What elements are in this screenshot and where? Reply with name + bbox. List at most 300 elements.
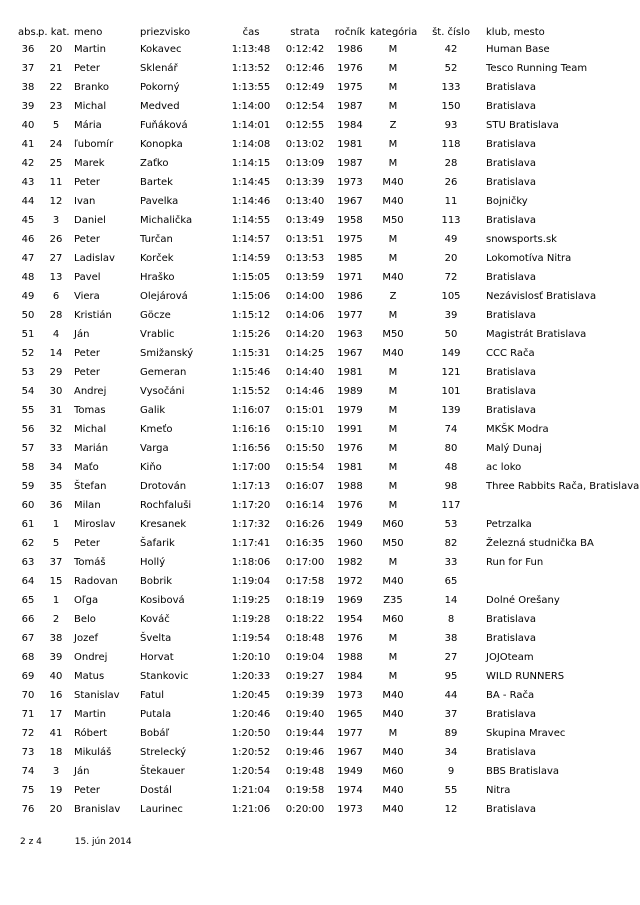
table-row <box>18 781 616 800</box>
surname-cell: Vysočáni <box>140 386 185 397</box>
table-row <box>18 192 616 211</box>
table-row <box>18 439 616 458</box>
time-cell: 1:14:15 <box>231 158 271 169</box>
start-number-cell: 37 <box>444 709 458 720</box>
table-row <box>18 154 616 173</box>
start-number-cell: 11 <box>444 196 458 207</box>
time-cell: 1:20:10 <box>231 652 271 663</box>
abs-cell: 61 <box>21 519 35 530</box>
club-cell: Bratislava <box>486 82 536 93</box>
category-cell: M40 <box>382 785 404 796</box>
category-place-cell: 20 <box>49 44 63 55</box>
page-number: 2 z 4 <box>20 837 42 847</box>
loss-cell: 0:17:00 <box>285 557 325 568</box>
birth-year-cell: 1981 <box>337 462 363 473</box>
category-place-cell: 1 <box>52 595 60 606</box>
first-name-cell: Miroslav <box>74 519 116 530</box>
birth-year-cell: 1949 <box>337 766 363 777</box>
surname-cell: Stankovic <box>140 671 189 682</box>
category-cell: M50 <box>382 215 404 226</box>
loss-cell: 0:14:00 <box>285 291 325 302</box>
abs-cell: 66 <box>21 614 35 625</box>
loss-cell: 0:13:53 <box>285 253 325 264</box>
first-name-cell: Ivan <box>74 196 96 207</box>
start-number-cell: 28 <box>444 158 458 169</box>
table-row <box>18 496 616 515</box>
category-cell: M40 <box>382 196 404 207</box>
birth-year-cell: 1987 <box>337 101 363 112</box>
category-place-cell: 38 <box>49 633 63 644</box>
club-cell: Bratislava <box>486 386 536 397</box>
surname-cell: Pavelka <box>140 196 179 207</box>
club-cell: Bratislava <box>486 101 536 112</box>
club-cell: Bojničky <box>486 196 528 207</box>
abs-cell: 76 <box>21 804 35 815</box>
club-cell: BBS Bratislava <box>486 766 560 777</box>
surname-cell: Štekauer <box>140 766 185 777</box>
loss-cell: 0:15:10 <box>285 424 325 435</box>
loss-cell: 0:13:39 <box>285 177 325 188</box>
first-name-cell: Ondrej <box>74 652 108 663</box>
first-name-cell: Michal <box>74 424 107 435</box>
start-number-cell: 52 <box>444 63 458 74</box>
time-cell: 1:20:52 <box>231 747 271 758</box>
header-birth-year: ročník <box>334 26 366 38</box>
birth-year-cell: 1969 <box>337 595 363 606</box>
start-number-cell: 82 <box>444 538 458 549</box>
start-number-cell: 149 <box>441 348 461 359</box>
time-cell: 1:15:26 <box>231 329 271 340</box>
table-row <box>18 78 616 97</box>
table-row <box>18 173 616 192</box>
first-name-cell: Ladislav <box>74 253 115 264</box>
time-cell: 1:17:20 <box>231 500 271 511</box>
first-name-cell: Ján <box>74 329 90 340</box>
start-number-cell: 74 <box>444 424 458 435</box>
club-cell: Bratislava <box>486 215 536 226</box>
first-name-cell: Peter <box>74 63 101 74</box>
abs-cell: 63 <box>21 557 35 568</box>
birth-year-cell: 1949 <box>337 519 363 530</box>
category-cell: M50 <box>382 329 404 340</box>
club-cell: Bratislava <box>486 614 536 625</box>
time-cell: 1:19:54 <box>231 633 271 644</box>
abs-cell: 46 <box>21 234 35 245</box>
start-number-cell: 39 <box>444 310 458 321</box>
first-name-cell: Stanislav <box>74 690 120 701</box>
loss-cell: 0:15:01 <box>285 405 325 416</box>
start-number-cell: 8 <box>447 614 455 625</box>
loss-cell: 0:19:44 <box>285 728 325 739</box>
start-number-cell: 20 <box>444 253 458 264</box>
first-name-cell: Peter <box>74 177 101 188</box>
table-row <box>18 629 616 648</box>
abs-cell: 59 <box>21 481 35 492</box>
results-table <box>18 24 640 819</box>
time-cell: 1:14:45 <box>231 177 271 188</box>
surname-cell: Dostál <box>140 785 172 796</box>
loss-cell: 0:14:20 <box>285 329 325 340</box>
time-cell: 1:20:45 <box>231 690 271 701</box>
club-cell: snowsports.sk <box>486 234 557 245</box>
time-cell: 1:15:12 <box>231 310 271 321</box>
category-cell: M <box>388 443 398 454</box>
category-cell: M <box>388 633 398 644</box>
time-cell: 1:14:55 <box>231 215 271 226</box>
first-name-cell: Marián <box>74 443 109 454</box>
loss-cell: 0:15:50 <box>285 443 325 454</box>
surname-cell: Olejárová <box>140 291 188 302</box>
table-row <box>18 306 616 325</box>
club-cell: Bratislava <box>486 804 536 815</box>
first-name-cell: Viera <box>74 291 100 302</box>
first-name-cell: Peter <box>74 785 101 796</box>
category-place-cell: 11 <box>49 177 63 188</box>
table-row <box>18 553 616 572</box>
document-date: 15. jún 2014 <box>74 837 132 847</box>
time-cell: 1:21:06 <box>231 804 271 815</box>
time-cell: 1:17:13 <box>231 481 271 492</box>
start-number-cell: 133 <box>441 82 461 93</box>
first-name-cell: Oľga <box>74 595 99 606</box>
birth-year-cell: 1988 <box>337 652 363 663</box>
loss-cell: 0:12:46 <box>285 63 325 74</box>
club-cell: Malý Dunaj <box>486 443 542 454</box>
birth-year-cell: 1975 <box>337 234 363 245</box>
time-cell: 1:20:54 <box>231 766 271 777</box>
header-abs: abs. <box>18 26 39 38</box>
category-place-cell: 37 <box>49 557 63 568</box>
birth-year-cell: 1977 <box>337 728 363 739</box>
time-cell: 1:16:56 <box>231 443 271 454</box>
category-place-cell: 40 <box>49 671 63 682</box>
category-cell: M60 <box>382 519 404 530</box>
club-cell: Tesco Running Team <box>486 63 588 74</box>
category-cell: M <box>388 367 398 378</box>
surname-cell: Kováč <box>140 614 170 625</box>
abs-cell: 68 <box>21 652 35 663</box>
table-row <box>18 344 616 363</box>
category-place-cell: 15 <box>49 576 63 587</box>
loss-cell: 0:19:39 <box>285 690 325 701</box>
category-cell: M <box>388 671 398 682</box>
table-row <box>18 40 616 59</box>
abs-cell: 67 <box>21 633 35 644</box>
birth-year-cell: 1973 <box>337 177 363 188</box>
start-number-cell: 139 <box>441 405 461 416</box>
table-row <box>18 534 616 553</box>
start-number-cell: 12 <box>444 804 458 815</box>
birth-year-cell: 1979 <box>337 405 363 416</box>
surname-cell: Fatul <box>140 690 164 701</box>
first-name-cell: Martin <box>74 709 106 720</box>
header-category: kategória <box>370 26 418 38</box>
category-place-cell: 35 <box>49 481 63 492</box>
birth-year-cell: 1984 <box>337 120 363 131</box>
birth-year-cell: 1963 <box>337 329 363 340</box>
category-cell: M60 <box>382 614 404 625</box>
surname-cell: Rochfaluši <box>140 500 192 511</box>
category-place-cell: 33 <box>49 443 63 454</box>
category-place-cell: 21 <box>49 63 63 74</box>
first-name-cell: Martin <box>74 44 106 55</box>
table-row <box>18 705 616 724</box>
start-number-cell: 93 <box>444 120 458 131</box>
category-place-cell: 19 <box>49 785 63 796</box>
abs-cell: 44 <box>21 196 35 207</box>
surname-cell: Šafarik <box>140 538 175 549</box>
time-cell: 1:17:41 <box>231 538 271 549</box>
surname-cell: Strelecký <box>140 747 187 758</box>
table-row <box>18 762 616 781</box>
loss-cell: 0:14:46 <box>285 386 325 397</box>
start-number-cell: 42 <box>444 44 458 55</box>
table-body <box>18 40 640 819</box>
category-cell: M40 <box>382 576 404 587</box>
birth-year-cell: 1987 <box>337 158 363 169</box>
birth-year-cell: 1967 <box>337 196 363 207</box>
surname-cell: Kosibová <box>140 595 185 606</box>
loss-cell: 0:19:27 <box>285 671 325 682</box>
category-cell: M <box>388 234 398 245</box>
first-name-cell: Andrej <box>74 386 107 397</box>
birth-year-cell: 1977 <box>337 310 363 321</box>
surname-cell: Konopka <box>140 139 183 150</box>
first-name-cell: Pavel <box>74 272 101 283</box>
time-cell: 1:18:06 <box>231 557 271 568</box>
start-number-cell: 55 <box>444 785 458 796</box>
birth-year-cell: 1989 <box>337 386 363 397</box>
surname-cell: Göcze <box>140 310 171 321</box>
header-first-name: meno <box>74 26 103 38</box>
category-place-cell: 30 <box>49 386 63 397</box>
start-number-cell: 101 <box>441 386 461 397</box>
surname-cell: Varga <box>140 443 169 454</box>
birth-year-cell: 1965 <box>337 709 363 720</box>
club-cell: Bratislava <box>486 747 536 758</box>
table-row <box>18 268 616 287</box>
club-cell: Dolné Orešany <box>486 595 560 606</box>
club-cell: CCC Rača <box>486 348 535 359</box>
abs-cell: 64 <box>21 576 35 587</box>
club-cell: Bratislava <box>486 177 536 188</box>
loss-cell: 0:14:06 <box>285 310 325 321</box>
surname-cell: Horvat <box>140 652 174 663</box>
abs-cell: 53 <box>21 367 35 378</box>
surname-cell: Bobrik <box>140 576 173 587</box>
club-cell: WILD RUNNERS <box>486 671 565 682</box>
time-cell: 1:20:33 <box>231 671 271 682</box>
abs-cell: 55 <box>21 405 35 416</box>
birth-year-cell: 1976 <box>337 500 363 511</box>
loss-cell: 0:12:55 <box>285 120 325 131</box>
surname-cell: Kokavec <box>140 44 182 55</box>
birth-year-cell: 1971 <box>337 272 363 283</box>
header-time: čas <box>242 26 260 38</box>
first-name-cell: Marek <box>74 158 105 169</box>
birth-year-cell: 1967 <box>337 348 363 359</box>
category-cell: M40 <box>382 690 404 701</box>
first-name-cell: Peter <box>74 538 101 549</box>
club-cell: Nitra <box>486 785 511 796</box>
header-surname: priezvisko <box>140 26 191 38</box>
surname-cell: Hollý <box>140 557 166 568</box>
category-place-cell: 20 <box>49 804 63 815</box>
start-number-cell: 150 <box>441 101 461 112</box>
club-cell: Petrzalka <box>486 519 532 530</box>
table-row <box>18 572 616 591</box>
first-name-cell: Matus <box>74 671 105 682</box>
club-cell <box>486 572 616 591</box>
abs-cell: 38 <box>21 82 35 93</box>
start-number-cell: 34 <box>444 747 458 758</box>
time-cell: 1:14:08 <box>231 139 271 150</box>
time-cell: 1:13:55 <box>231 82 271 93</box>
first-name-cell: ľubomír <box>74 139 114 150</box>
first-name-cell: Michal <box>74 101 107 112</box>
category-place-cell: 32 <box>49 424 63 435</box>
birth-year-cell: 1991 <box>337 424 363 435</box>
abs-cell: 42 <box>21 158 35 169</box>
birth-year-cell: 1976 <box>337 63 363 74</box>
header-category-place: p. kat. <box>38 26 70 38</box>
first-name-cell: Tomáš <box>74 557 106 568</box>
table-row <box>18 97 616 116</box>
loss-cell: 0:13:02 <box>285 139 325 150</box>
table-row <box>18 287 616 306</box>
loss-cell: 0:16:14 <box>285 500 325 511</box>
abs-cell: 47 <box>21 253 35 264</box>
surname-cell: Drotován <box>140 481 187 492</box>
header-start-number: št. číslo <box>432 26 470 38</box>
club-cell: Bratislava <box>486 633 536 644</box>
category-cell: M <box>388 253 398 264</box>
table-row <box>18 667 616 686</box>
abs-cell: 75 <box>21 785 35 796</box>
surname-cell: Medved <box>140 101 180 112</box>
category-cell: M <box>388 728 398 739</box>
start-number-cell: 44 <box>444 690 458 701</box>
first-name-cell: Ján <box>74 766 90 777</box>
category-place-cell: 22 <box>49 82 63 93</box>
surname-cell: Bobáľ <box>140 728 170 739</box>
category-place-cell: 6 <box>52 291 60 302</box>
table-row <box>18 648 616 667</box>
loss-cell: 0:14:40 <box>285 367 325 378</box>
club-cell: Three Rabbits Rača, Bratislava <box>486 481 640 492</box>
first-name-cell: Branko <box>74 82 109 93</box>
first-name-cell: Róbert <box>74 728 108 739</box>
abs-cell: 60 <box>21 500 35 511</box>
loss-cell: 0:16:26 <box>285 519 325 530</box>
birth-year-cell: 1976 <box>337 443 363 454</box>
loss-cell: 0:12:49 <box>285 82 325 93</box>
first-name-cell: Peter <box>74 348 101 359</box>
first-name-cell: Mikuláš <box>74 747 112 758</box>
club-cell: Bratislava <box>486 158 536 169</box>
category-cell: M <box>388 158 398 169</box>
surname-cell: Laurinec <box>140 804 183 815</box>
category-cell: M <box>388 310 398 321</box>
category-place-cell: 4 <box>52 329 60 340</box>
abs-cell: 45 <box>21 215 35 226</box>
time-cell: 1:19:25 <box>231 595 271 606</box>
club-cell: ac loko <box>486 462 522 473</box>
first-name-cell: Daniel <box>74 215 106 226</box>
time-cell: 1:13:48 <box>231 44 271 55</box>
table-row <box>18 363 616 382</box>
surname-cell: Putala <box>140 709 172 720</box>
abs-cell: 43 <box>21 177 35 188</box>
surname-cell: Kmeťo <box>140 424 173 435</box>
surname-cell: Kresanek <box>140 519 187 530</box>
birth-year-cell: 1986 <box>337 291 363 302</box>
category-cell: M40 <box>382 348 404 359</box>
category-cell: Z35 <box>383 595 403 606</box>
surname-cell: Vrablic <box>140 329 175 340</box>
first-name-cell: Milan <box>74 500 101 511</box>
birth-year-cell: 1988 <box>337 481 363 492</box>
abs-cell: 58 <box>21 462 35 473</box>
table-row <box>18 610 616 629</box>
loss-cell: 0:14:25 <box>285 348 325 359</box>
start-number-cell: 89 <box>444 728 458 739</box>
first-name-cell: Maťo <box>74 462 99 473</box>
category-cell: M <box>388 101 398 112</box>
club-cell <box>486 496 616 515</box>
club-cell: JOJOteam <box>486 652 534 663</box>
time-cell: 1:13:52 <box>231 63 271 74</box>
abs-cell: 36 <box>21 44 35 55</box>
table-row <box>18 230 616 249</box>
birth-year-cell: 1975 <box>337 82 363 93</box>
time-cell: 1:20:46 <box>231 709 271 720</box>
page-footer <box>20 837 162 847</box>
time-cell: 1:16:16 <box>231 424 271 435</box>
birth-year-cell: 1973 <box>337 690 363 701</box>
start-number-cell: 50 <box>444 329 458 340</box>
abs-cell: 50 <box>21 310 35 321</box>
abs-cell: 70 <box>21 690 35 701</box>
club-cell: Bratislava <box>486 709 536 720</box>
start-number-cell: 113 <box>441 215 461 226</box>
club-cell: Bratislava <box>486 139 536 150</box>
abs-cell: 48 <box>21 272 35 283</box>
surname-cell: Zaťko <box>140 158 169 169</box>
birth-year-cell: 1984 <box>337 671 363 682</box>
first-name-cell: Branislav <box>74 804 121 815</box>
start-number-cell: 26 <box>444 177 458 188</box>
surname-cell: Hraško <box>140 272 175 283</box>
loss-cell: 0:13:49 <box>285 215 325 226</box>
birth-year-cell: 1981 <box>337 139 363 150</box>
surname-cell: Gemeran <box>140 367 187 378</box>
category-place-cell: 36 <box>49 500 63 511</box>
category-place-cell: 34 <box>49 462 63 473</box>
time-cell: 1:21:04 <box>231 785 271 796</box>
start-number-cell: 38 <box>444 633 458 644</box>
time-cell: 1:15:31 <box>231 348 271 359</box>
category-cell: M40 <box>382 709 404 720</box>
table-row <box>18 249 616 268</box>
first-name-cell: Kristián <box>74 310 112 321</box>
abs-cell: 41 <box>21 139 35 150</box>
abs-cell: 52 <box>21 348 35 359</box>
abs-cell: 39 <box>21 101 35 112</box>
category-cell: M40 <box>382 747 404 758</box>
birth-year-cell: 1967 <box>337 747 363 758</box>
table-header <box>18 24 616 40</box>
